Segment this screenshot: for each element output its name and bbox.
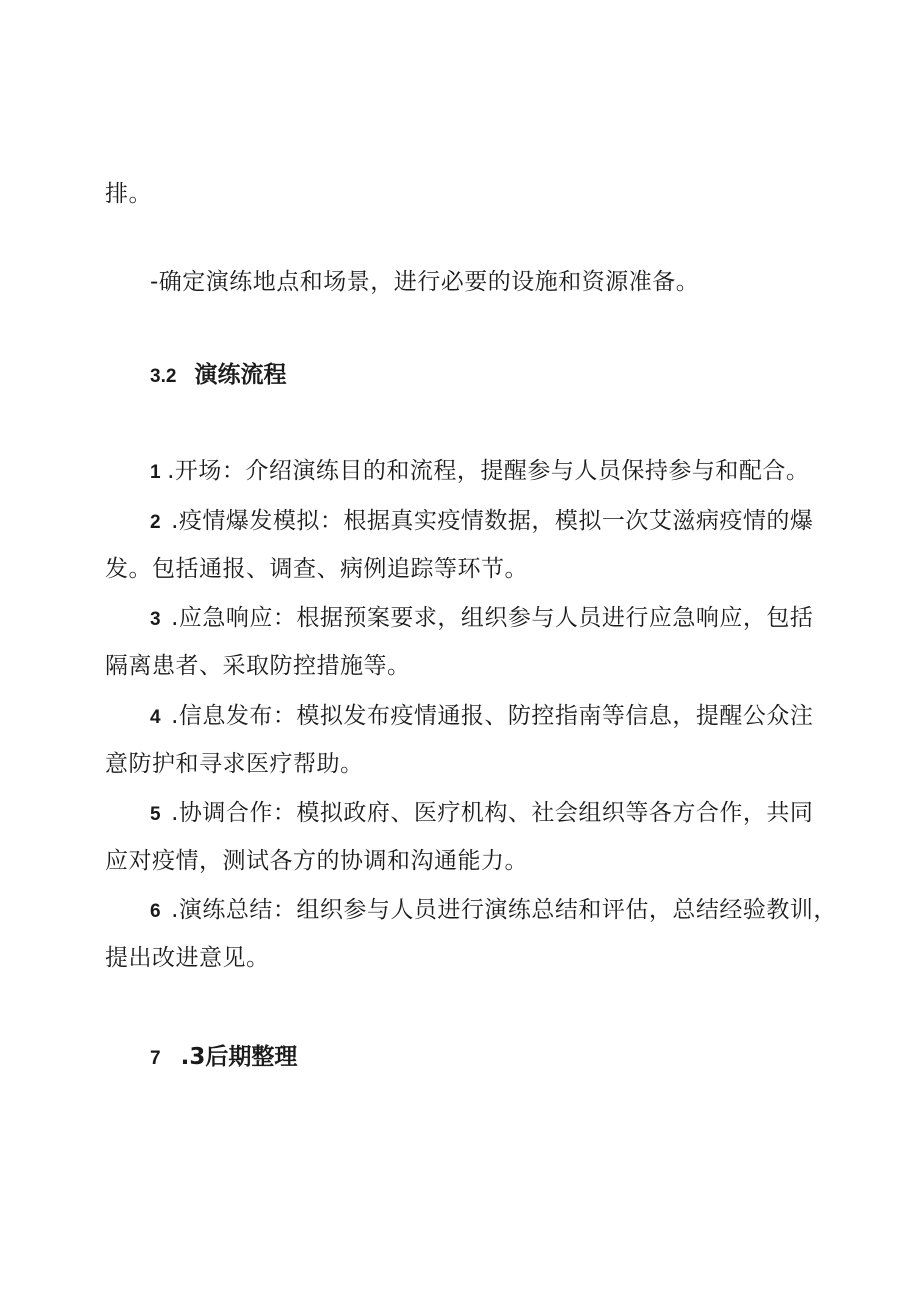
section-heading-3-2: [150, 359, 286, 393]
section-heading-7-3: [150, 1041, 297, 1075]
list-item-4-continuation: 意防护和寻求医疗帮助。: [105, 751, 364, 777]
list-item-number: 2: [150, 512, 162, 533]
section-title: 演练流程: [194, 362, 287, 388]
list-item-1: [150, 455, 809, 489]
list-item-4: [150, 700, 813, 734]
continuation-text: 排。: [105, 181, 152, 207]
bullet-text: -确定演练地点和场景，进行必要的设施和资源准备。: [150, 269, 700, 295]
list-item-5: [150, 797, 813, 831]
list-item-number: 5: [150, 804, 162, 825]
section-number: 7: [150, 1048, 161, 1069]
list-item-text: .协调合作：模拟政府、医疗机构、社会组织等各方合作，共同: [171, 800, 814, 826]
list-item-number: 6: [150, 901, 162, 922]
list-item-text: .演练总结：组织参与人员进行演练总结和评估，总结经验教训，: [171, 897, 837, 923]
list-item-3-continuation: 隔离患者、采取防控措施等。: [105, 653, 411, 679]
list-item-6-continuation: 提出改进意见。: [105, 945, 270, 971]
list-item-text: .应急响应：根据预案要求，组织参与人员进行应急响应，包括: [171, 605, 814, 631]
list-item-number: 3: [150, 609, 162, 630]
list-item-6: [150, 894, 837, 928]
section-number: 3.2: [150, 366, 177, 387]
list-item-5-continuation: 应对疫情，测试各方的协调和沟通能力。: [105, 848, 528, 874]
list-item-3: [150, 602, 813, 636]
list-item-number: 1: [150, 462, 162, 483]
list-item-number: 4: [150, 707, 162, 728]
list-item-text: .疫情爆发模拟：根据真实疫情数据，模拟一次艾滋病疫情的爆: [171, 508, 814, 534]
list-item-2: [150, 505, 813, 539]
section-title: .3后期整理: [180, 1044, 298, 1070]
list-item-2-continuation: 发。包括通报、调查、病例追踪等环节。: [105, 556, 528, 582]
list-item-text: .开场：介绍演练目的和流程，提醒参与人员保持参与和配合。: [167, 458, 810, 484]
list-item-text: .信息发布：模拟发布疫情通报、防控指南等信息，提醒公众注: [171, 703, 814, 729]
